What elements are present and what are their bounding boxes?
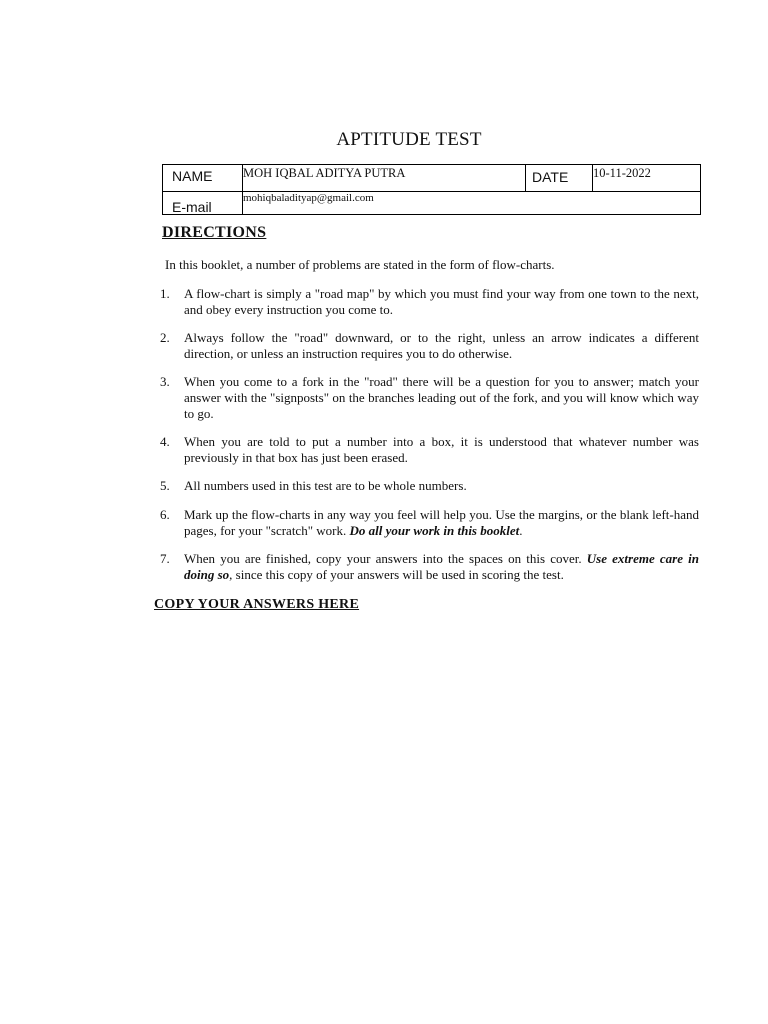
item-number: 4. [160, 434, 170, 450]
item-number: 5. [160, 478, 170, 494]
directions-list [160, 286, 699, 595]
item-text: A flow-chart is simply a "road map" by which you must find your way from one town to the next, and obey every instruction you come to. [184, 286, 699, 317]
item-text-after: , since this copy of your answers will be used in scoring the test. [229, 566, 564, 582]
list-item [160, 551, 699, 582]
item-emphasis: Do all your work in this booklet [349, 522, 520, 538]
item-number: 6. [160, 506, 170, 522]
item-number: 2. [160, 330, 170, 346]
list-item [160, 507, 699, 538]
item-number: 7. [160, 551, 170, 567]
list-item [160, 286, 699, 317]
item-text-after: . [519, 522, 523, 538]
directions-heading: DIRECTIONS [162, 224, 267, 241]
list-item [160, 330, 699, 361]
copy-answers-heading: COPY YOUR ANSWERS HERE [154, 597, 360, 612]
list-item [160, 374, 699, 421]
email-value: mohiqbaladityap@gmail.com [243, 192, 374, 204]
info-table [162, 164, 701, 215]
directions-intro: In this booklet, a number of problems are stated in the form of flow-charts. [165, 257, 555, 272]
name-label: NAME [172, 168, 213, 184]
table-divider [525, 165, 526, 191]
item-text: Mark up the flow-charts in any way you feel will help you. Use the margins, or the blank left-hand pages, for your "scratch" work. [184, 506, 699, 538]
email-label: E-mail [172, 199, 212, 215]
list-item [160, 434, 699, 465]
date-label: DATE [532, 169, 569, 185]
item-text: All numbers used in this test are to be whole numbers. [184, 478, 467, 494]
name-value: MOH IQBAL ADITYA PUTRA [243, 166, 406, 180]
item-text: Always follow the "road" downward, or to the right, unless an arrow indicates a different direction, or unless an instruction requires you to do otherwise. [184, 330, 699, 361]
item-number: 3. [160, 374, 170, 390]
list-item [160, 478, 699, 494]
item-text: When you come to a fork in the "road" there will be a question for you to answer; match your answer with the "signposts" on the branches leading out of the fork, and you will know which way to go. [184, 374, 699, 421]
date-value: 10-11-2022 [593, 166, 651, 180]
item-text: When you are finished, copy your answers into the spaces on this cover. [184, 551, 582, 567]
page-title: APTITUDE TEST [336, 129, 482, 150]
item-emphasis: Use extreme care in doing so [184, 551, 699, 582]
item-number: 1. [160, 286, 170, 301]
item-text: When you are told to put a number into a box, it is understood that whatever number was previously in that box has just been erased. [184, 434, 699, 465]
